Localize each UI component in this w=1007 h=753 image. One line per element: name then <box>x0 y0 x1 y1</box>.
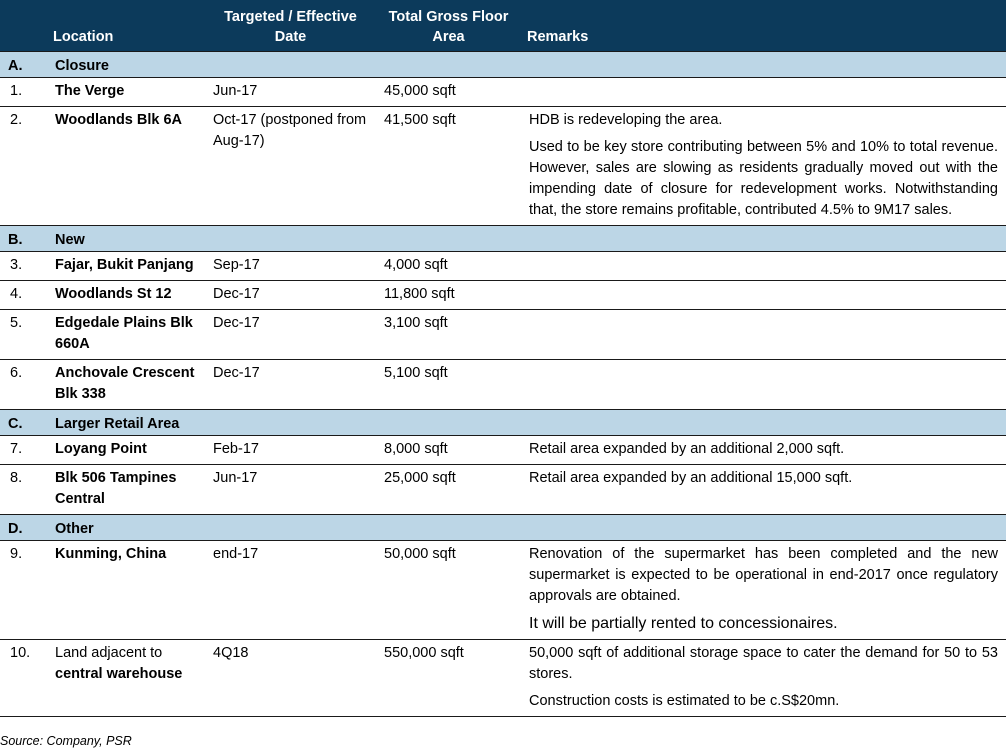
row-location <box>47 78 205 107</box>
row-date: 4Q18 <box>205 640 376 717</box>
header-area: Total Gross Floor Area <box>376 0 521 52</box>
row-area: 25,000 sqft <box>376 465 521 515</box>
row-area: 5,100 sqft <box>376 360 521 410</box>
row-location-name: Loyang Point <box>55 441 147 457</box>
row-number: 5. <box>0 310 47 360</box>
row-date: Dec-17 <box>205 281 376 310</box>
remark-paragraph: Construction costs is estimated to be c.S$20mn. <box>529 693 840 709</box>
row-area: 8,000 sqft <box>376 436 521 465</box>
row-location <box>47 360 205 410</box>
row-location-prefix: Land adjacent to <box>55 645 163 661</box>
table-row <box>0 78 1006 107</box>
row-remarks <box>521 281 1006 310</box>
row-location <box>47 281 205 310</box>
remark-paragraph: Retail area expanded by an additional 2,000 sqft. <box>529 441 845 457</box>
row-remarks <box>521 360 1006 410</box>
section-row <box>0 52 1006 78</box>
table-row <box>0 310 1006 360</box>
remark-paragraph: Retail area expanded by an additional 15,000 sqft. <box>529 470 853 486</box>
row-date: Feb-17 <box>205 436 376 465</box>
row-area: 11,800 sqft <box>376 281 521 310</box>
remark-paragraph: 50,000 sqft of additional storage space to cater the demand for 50 to 53 stores. <box>529 645 998 682</box>
row-remarks <box>521 107 1006 226</box>
row-remarks <box>521 541 1006 640</box>
row-area: 41,500 sqft <box>376 107 521 226</box>
section-code: D. <box>0 515 47 541</box>
row-number: 8. <box>0 465 47 515</box>
table-row <box>0 436 1006 465</box>
row-area: 4,000 sqft <box>376 252 521 281</box>
section-title: Larger Retail Area <box>47 410 1006 436</box>
header-row <box>0 0 1006 52</box>
table-row <box>0 281 1006 310</box>
section-row <box>0 410 1006 436</box>
row-location <box>47 465 205 515</box>
row-location <box>47 107 205 226</box>
section-code: B. <box>0 226 47 252</box>
row-location <box>47 310 205 360</box>
row-location-name: The Verge <box>55 83 125 99</box>
row-date: Dec-17 <box>205 310 376 360</box>
row-location-name: central warehouse <box>55 666 183 682</box>
remark-paragraph: Used to be key store contributing between 5% and 10% to total revenue. However, sales are slowing as residents gradually moved out with the impending date of closure for redevelopment works. Notwithstanding that, the store remains profitable, contributed 4.5% to 9M17 sales. <box>529 139 998 218</box>
row-location-name: Woodlands Blk 6A <box>55 112 183 128</box>
row-remarks <box>521 78 1006 107</box>
row-remarks <box>521 310 1006 360</box>
row-number: 6. <box>0 360 47 410</box>
row-date: Sep-17 <box>205 252 376 281</box>
row-number: 10. <box>0 640 47 717</box>
row-location-name: Blk 506 Tampines Central <box>55 470 177 507</box>
row-number: 9. <box>0 541 47 640</box>
row-location-name: Kunming, China <box>55 546 167 562</box>
section-row <box>0 515 1006 541</box>
section-title: Other <box>47 515 1006 541</box>
row-location <box>47 640 205 717</box>
row-area: 45,000 sqft <box>376 78 521 107</box>
header-number <box>0 0 47 52</box>
row-location-name: Fajar, Bukit Panjang <box>55 257 194 273</box>
row-remarks <box>521 640 1006 717</box>
header-location: Location <box>47 0 205 52</box>
row-remarks <box>521 465 1006 515</box>
table-body <box>0 52 1006 717</box>
row-area: 50,000 sqft <box>376 541 521 640</box>
row-location-name: Anchovale Crescent Blk 338 <box>55 365 195 402</box>
table-row <box>0 360 1006 410</box>
remark-paragraph: Renovation of the supermarket has been completed and the new supermarket is expected to be operational in end-2017 once regulatory approvals are obtained. <box>529 546 998 604</box>
row-location-name: Edgedale Plains Blk 660A <box>55 315 193 352</box>
source-note: Source: Company, PSR <box>0 734 132 748</box>
table-row <box>0 541 1006 640</box>
section-code: A. <box>0 52 47 78</box>
remark-paragraph: It will be partially rented to concessionaires. <box>529 615 838 632</box>
row-area: 3,100 sqft <box>376 310 521 360</box>
remark-paragraph: HDB is redeveloping the area. <box>529 112 723 128</box>
row-remarks <box>521 252 1006 281</box>
row-remarks <box>521 436 1006 465</box>
row-date: Jun-17 <box>205 78 376 107</box>
row-number: 3. <box>0 252 47 281</box>
row-area: 550,000 sqft <box>376 640 521 717</box>
row-date: end-17 <box>205 541 376 640</box>
row-date: Oct-17 (postponed from Aug-17) <box>205 107 376 226</box>
table-row <box>0 640 1006 717</box>
row-location <box>47 541 205 640</box>
row-number: 1. <box>0 78 47 107</box>
section-title: Closure <box>47 52 1006 78</box>
row-number: 4. <box>0 281 47 310</box>
row-number: 2. <box>0 107 47 226</box>
section-title: New <box>47 226 1006 252</box>
header-remarks: Remarks <box>521 0 1006 52</box>
row-location <box>47 252 205 281</box>
row-date: Jun-17 <box>205 465 376 515</box>
row-number: 7. <box>0 436 47 465</box>
header-date: Targeted / Effective Date <box>205 0 376 52</box>
section-code: C. <box>0 410 47 436</box>
row-date: Dec-17 <box>205 360 376 410</box>
row-location-name: Woodlands St 12 <box>55 286 172 302</box>
section-row <box>0 226 1006 252</box>
table-row <box>0 107 1006 226</box>
table-row <box>0 252 1006 281</box>
row-location <box>47 436 205 465</box>
table-row <box>0 465 1006 515</box>
